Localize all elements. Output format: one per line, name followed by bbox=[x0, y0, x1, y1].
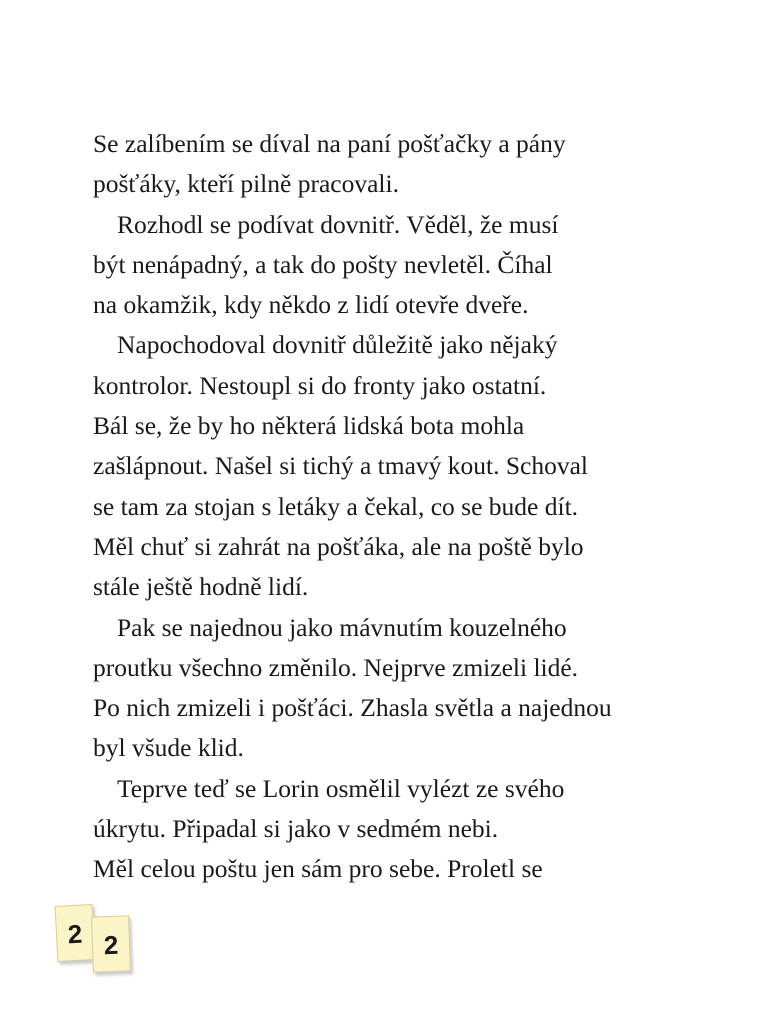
text-line: být nenápadný, a tak do pošty nevletěl. Číhal bbox=[93, 249, 553, 279]
text-line: Se zalíbením se díval na paní pošťačky a pány bbox=[93, 129, 566, 158]
text-line: Napochodoval dovnitř důležitě jako nějaký bbox=[117, 330, 558, 360]
text-line: Měl celou poštu jen sám pro sebe. Proletl se bbox=[93, 854, 543, 884]
text-line: Teprve teď se Lorin osmělil vylézt ze svého bbox=[117, 773, 565, 803]
page-number bbox=[56, 905, 146, 985]
text-line: Měl chuť si zahrát na pošťáka, ale na poště bylo bbox=[93, 531, 584, 561]
text-line: se tam za stojan s letáky a čekal, co se bude dít. bbox=[93, 491, 579, 521]
page-number-tile: 2 bbox=[55, 904, 96, 962]
text-line: stále ještě hodně lidí. bbox=[93, 572, 309, 602]
text-line: na okamžik, kdy někdo z lidí otevře dveře. bbox=[93, 290, 529, 320]
text-line: Pak se najednou jako mávnutím kouzelného bbox=[117, 612, 567, 642]
text-line: Po nich zmizeli i pošťáci. Zhasla světla a najednou bbox=[93, 693, 612, 723]
text-line: kontrolor. Nestoupl si do fronty jako ostatní. bbox=[93, 370, 547, 400]
text-line: pošťáky, kteří pilně pracovali. bbox=[93, 169, 399, 199]
text-line: Rozhodl se podívat dovnitř. Věděl, že musí bbox=[117, 209, 559, 239]
page-number-tile: 2 bbox=[91, 915, 131, 972]
text-line: úkrytu. Připadal si jako v sedmém nebi. bbox=[93, 814, 499, 844]
text-line: zašlápnout. Našel si tichý a tmavý kout. Schoval bbox=[93, 451, 589, 481]
text-line: proutku všechno změnilo. Nejprve zmizeli lidé. bbox=[93, 652, 579, 682]
text-line: byl všude klid. bbox=[93, 733, 244, 763]
text-line: Bál se, že by ho některá lidská bota mohla bbox=[93, 411, 525, 441]
body-text bbox=[93, 124, 753, 890]
